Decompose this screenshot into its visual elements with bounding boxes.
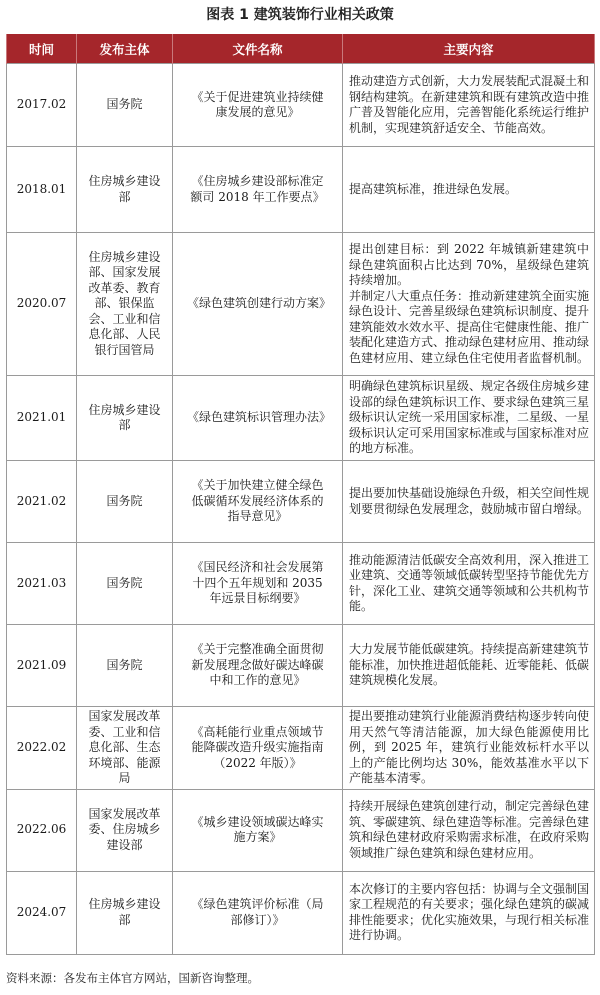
header-date: 时间 [7,34,77,64]
content-text: 并制定八大重点任务：推动新建建筑全面实施绿色设计、完善星级绿色建筑标识制度、提升建筑能效水效水平、提高住宅健康性能、推广装配化建造方式、推动绿色建材应用、推动绿色建材应用、建立绿色住宅使用者监督机制。 [349,288,590,365]
content-text: 提出创建目标：到 2022 年城镇新建建筑中绿色建筑面积占比达到 70%，星级绿色建筑持续增加。 [349,242,589,287]
row-content [343,789,595,871]
row-date: 2021.09 [7,625,77,707]
row-publisher: 国家发展改革委、住房城乡建设部 [77,789,173,871]
row-publisher: 住房城乡建设部 [77,376,173,461]
table-title: 图表 1 建筑装饰行业相关政策 [206,7,394,23]
table-row [7,461,595,543]
row-date: 2018.01 [7,147,77,233]
content-text: 明确绿色建筑标识星级、规定各级住房城乡建设部的绿色建筑标识工作、要求绿色建筑三星级标识认定统一采用国家标准，二星级、一星级标识认定可采用国家标准或与国家标准对应的地方标准。 [349,379,590,456]
row-date: 2024.07 [7,871,77,954]
table-row [7,789,595,871]
row-date: 2020.07 [7,233,77,376]
row-document: 《绿色建筑评价标准（局部修订）》 [173,871,343,954]
content-text: 提高建筑标准，推进绿色发展。 [349,181,518,196]
row-publisher: 国家发展改革委、工业和信息化部、生态环境部、能源局 [77,707,173,790]
content-text: 推动能源清洁低碳安全高效利用，深入推进工业建筑、交通等领域低碳转型坚持节能优先方针，深化工业、建筑交通等领域和公共机构节能。 [349,552,590,613]
row-content [343,233,595,376]
row-publisher: 国务院 [77,461,173,543]
row-publisher: 住房城乡建设部 [77,147,173,233]
content-text: 提出要推动建筑行业能源消费结构逐步转向使用天然气等清洁能源，加大绿色能源使用比例，到 2025 年，建筑行业能效标杆水平以上的产能比例均达 30%，能效基准水平以下产能基本清零。 [349,709,590,785]
header-content: 主要内容 [343,34,595,64]
table-row [7,543,595,625]
table-row [7,64,595,147]
row-content [343,707,595,790]
row-date: 2022.02 [7,707,77,790]
row-publisher: 国务院 [77,625,173,707]
row-content [343,64,595,147]
row-document: 《国民经济和社会发展第十四个五年规划和 2035 年远景目标纲要》 [173,543,343,625]
row-publisher: 国务院 [77,64,173,147]
content-text: 推动建造方式创新，大力发展装配式混凝土和钢结构建筑。在新建建筑和既有建筑改造中推广普及智能化应用，完善智能化系统运行维护机制，实现建筑舒适安全、节能高效。 [349,74,590,135]
row-content [343,625,595,707]
row-date: 2021.02 [7,461,77,543]
row-document: 《关于促进建筑业持续健康发展的意见》 [173,64,343,147]
header-publisher: 发布主体 [77,34,173,64]
table-row [7,707,595,790]
row-content [343,871,595,954]
row-document: 《高耗能行业重点领域节能降碳改造升级实施指南（2022 年版）》 [173,707,343,790]
content-text: 本次修订的主要内容包括：协调与全文强制国家工程规范的有关要求；强化绿色建筑的碳减排性能要求；优化实施效果，与现行相关标准进行协调。 [349,881,590,942]
source-note: 资料来源：各发布主体官方网站，国新咨询整理。 [6,971,259,985]
row-publisher: 住房城乡建设部 [77,871,173,954]
row-date: 2021.03 [7,543,77,625]
row-content [343,543,595,625]
row-publisher: 国务院 [77,543,173,625]
content-text: 持续开展绿色建筑创建行动，制定完善绿色建筑、零碳建筑、绿色建造等标准。完善绿色建筑和绿色建材政府采购需求标准，在政府采购领域推广绿色建筑和绿色建材应用。 [349,799,590,860]
content-text: 大力发展节能低碳建筑。持续提高新建建筑节能标准，加快推进超低能耗、近零能耗、低碳建筑规模化发展。 [349,642,590,688]
row-date: 2017.02 [7,64,77,147]
row-content [343,376,595,461]
table-row [7,376,595,461]
row-document: 《住房城乡建设部标准定额司 2018 年工作要点》 [173,147,343,233]
row-document: 《关于加快建立健全绿色低碳循环发展经济体系的指导意见》 [173,461,343,543]
table-row [7,625,595,707]
row-date: 2022.06 [7,789,77,871]
row-content [343,147,595,233]
row-document: 《关于完整准确全面贯彻新发展理念做好碳达峰碳中和工作的意见》 [173,625,343,707]
table-header-row [7,34,595,64]
row-content [343,461,595,543]
table-row [7,147,595,233]
content-text: 提出要加快基础设施绿色升级，相关空间性规划要贯彻绿色发展理念，鼓励城市留白增绿。 [349,486,590,516]
table-row [7,871,595,954]
row-document: 《绿色建筑创建行动方案》 [173,233,343,376]
row-document: 《绿色建筑标识管理办法》 [173,376,343,461]
policy-table [6,34,595,955]
header-document: 文件名称 [173,34,343,64]
row-document: 《城乡建设领域碳达峰实施方案》 [173,789,343,871]
row-date: 2021.01 [7,376,77,461]
row-publisher: 住房城乡建设部、国家发展改革委、教育部、银保监会、工业和信息化部、人民银行国管局 [77,233,173,376]
table-row [7,233,595,376]
